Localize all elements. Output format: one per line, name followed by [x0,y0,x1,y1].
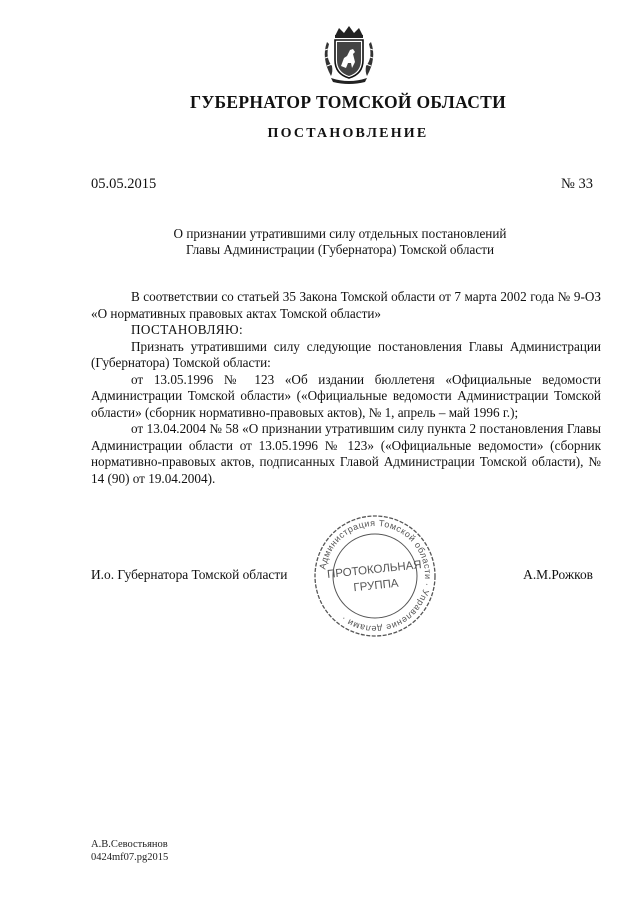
subject-line-1: О признании утратившими силу отдельных постановлений [173,226,507,241]
stamp-center-line-2: ГРУППА [352,577,400,595]
signatory-name: А.М.Рожков [523,567,593,582]
body-paragraph-decision: Признать утратившими силу следующие постановления Главы Администрации (Губернатора) Томской области: [91,338,601,370]
document-body [91,289,601,487]
protocol-group-stamp [312,513,438,639]
document-subject [100,226,580,258]
stamp-center-line-1: ПРОТОКОЛЬНАЯ [326,559,423,581]
footer-code: 0424mf07.pg2015 [91,852,169,863]
document-number: № 33 [561,176,593,192]
footer-author: А.В.Севостьянов [91,839,168,850]
body-paragraph-preamble: В соответствии со статьей 35 Закона Томской области от 7 марта 2002 года № 9-ОЗ «О нормативных правовых актах Томской области» [91,289,601,321]
body-paragraph-item-1: от 13.05.1996 № 123 «Об издании бюллетеня «Официальные ведомости Администрации Томской области» («Официальные ведомости Администрации Томской области» (сборник нормативно-правовых актов), № 1, апрель – май 1996 г.); [91,371,601,420]
stamp-ring-text: Администрация Томской области · Управление делами · [317,517,434,635]
document-type: ПОСТАНОВЛЕНИЕ [267,126,429,141]
document-footer [91,838,168,864]
body-paragraph-item-2: от 13.04.2004 № 58 «О признании утратившим силу пункта 2 постановления Главы Администрации области от 13.05.1996 № 123» («Официальные ведомости» (сборник нормативно-правовых актов, подписанных Главой Администрации Томской области), № 14 (90) от 19.04.2004). [91,421,601,486]
subject-line-2: Главы Администрации (Губернатора) Томской области [185,242,495,257]
document-date: 05.05.2015 [91,176,157,192]
tomsk-oblast-coat-of-arms-icon [317,22,381,86]
resolve-statement: ПОСТАНОВЛЯЮ: [131,322,244,337]
issuer-title: ГУБЕРНАТОР ТОМСКОЙ ОБЛАСТИ [189,92,507,112]
signatory-position: И.о. Губернатора Томской области [91,567,288,582]
